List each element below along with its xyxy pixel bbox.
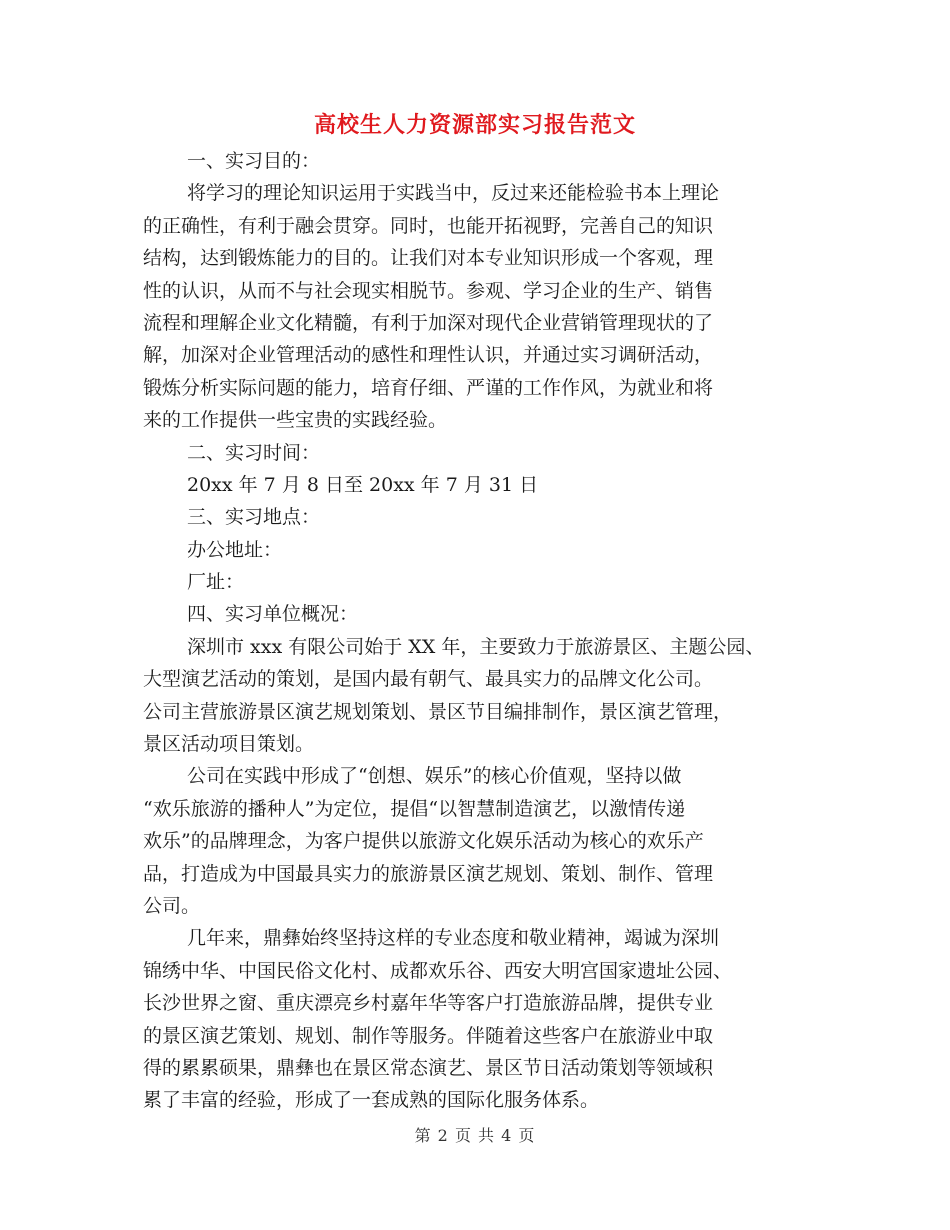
section-heading: 四、实习单位概况：: [187, 603, 359, 626]
section-heading: 二、实习时间：: [187, 441, 321, 464]
paragraph-line: “欢乐旅游的播种人”为定位，提倡“以智慧制造演艺，以激情传递: [143, 797, 686, 820]
paragraph-line: 一、实习目的：: [187, 150, 321, 172]
section-heading: 三、实习地点：: [187, 506, 321, 529]
paragraph-line: 公司主营旅游景区演艺规划策划、景区节目编排制作，景区演艺管理，: [143, 700, 733, 723]
paragraph-line: 累了丰富的经验，形成了一套成熟的国际化服务体系。: [143, 1089, 600, 1112]
paragraph-line: 性的认识，从而不与社会现实相脱节。参观、学习企业的生产、销售: [143, 279, 714, 302]
paragraph-line: 深圳市 xxx 有限公司始于 XX 年，主要致力于旅游景区、主题公园、: [187, 635, 765, 658]
paragraph-line: 锦绣中华、中国民俗文化村、成都欢乐谷、西安大明宫国家遗址公园、: [143, 959, 733, 982]
paragraph-line: 办公地址：: [187, 538, 283, 561]
paragraph-line: 长沙世界之窗、重庆漂亮乡村嘉年华等客户打造旅游品牌，提供专业: [143, 992, 714, 1015]
paragraph-line: 大型演艺活动的策划，是国内最有朝气、最具实力的品牌文化公司。: [143, 668, 714, 691]
paragraph-line: 欢乐”的品牌理念，为客户提供以旅游文化娱乐活动为核心的欢乐产: [143, 830, 704, 853]
paragraph-line: 得的累累硕果，鼎彝也在景区常态演艺、景区节日活动策划等领域积: [143, 1056, 714, 1079]
document-body: [143, 145, 823, 1117]
paragraph-line: 流程和理解企业文化精髓，有利于加深对现代企业营销管理现状的了: [143, 311, 714, 334]
paragraph-line: 解，加深对企业管理活动的感性和理性认识，并通过实习调研活动，: [143, 344, 714, 367]
paragraph-line: 的景区演艺策划、规划、制作等服务。伴随着这些客户在旅游业中取: [143, 1024, 714, 1047]
paragraph-line: 公司。: [143, 894, 201, 917]
paragraph-line: 锻炼分析实际问题的能力，培育仔细、严谨的工作作风，为就业和将: [143, 376, 714, 399]
paragraph-line: 来的工作提供一些宝贵的实践经验。: [143, 409, 448, 432]
page-footer: 第 2 页 共 4 页: [414, 1126, 536, 1145]
paragraph-line: 厂址：: [187, 571, 245, 594]
paragraph-line: 将学习的理论知识运用于实践当中，反过来还能检验书本上理论: [187, 182, 720, 205]
paragraph-line: 景区活动项目策划。: [143, 733, 315, 756]
paragraph-line: 品，打造成为中国最具实力的旅游景区演艺规划、策划、制作、管理: [143, 862, 714, 885]
paragraph-line: 几年来，鼎彝始终坚持这样的专业态度和敬业精神，竭诚为深圳: [187, 927, 720, 950]
document-title: 高校生人力资源部实习报告范文: [313, 112, 636, 138]
paragraph-line: 结构，达到锻炼能力的目的。让我们对本专业知识形成一个客观，理: [143, 247, 714, 270]
paragraph-line: 20xx 年 7 月 8 日至 20xx 年 7 月 31 日: [187, 473, 539, 496]
paragraph-line: 公司在实践中形成了“创想、娱乐”的核心价值观，坚持以做: [187, 765, 682, 788]
paragraph-line: 的正确性，有利于融会贯穿。同时，也能开拓视野，完善自己的知识: [143, 214, 714, 237]
